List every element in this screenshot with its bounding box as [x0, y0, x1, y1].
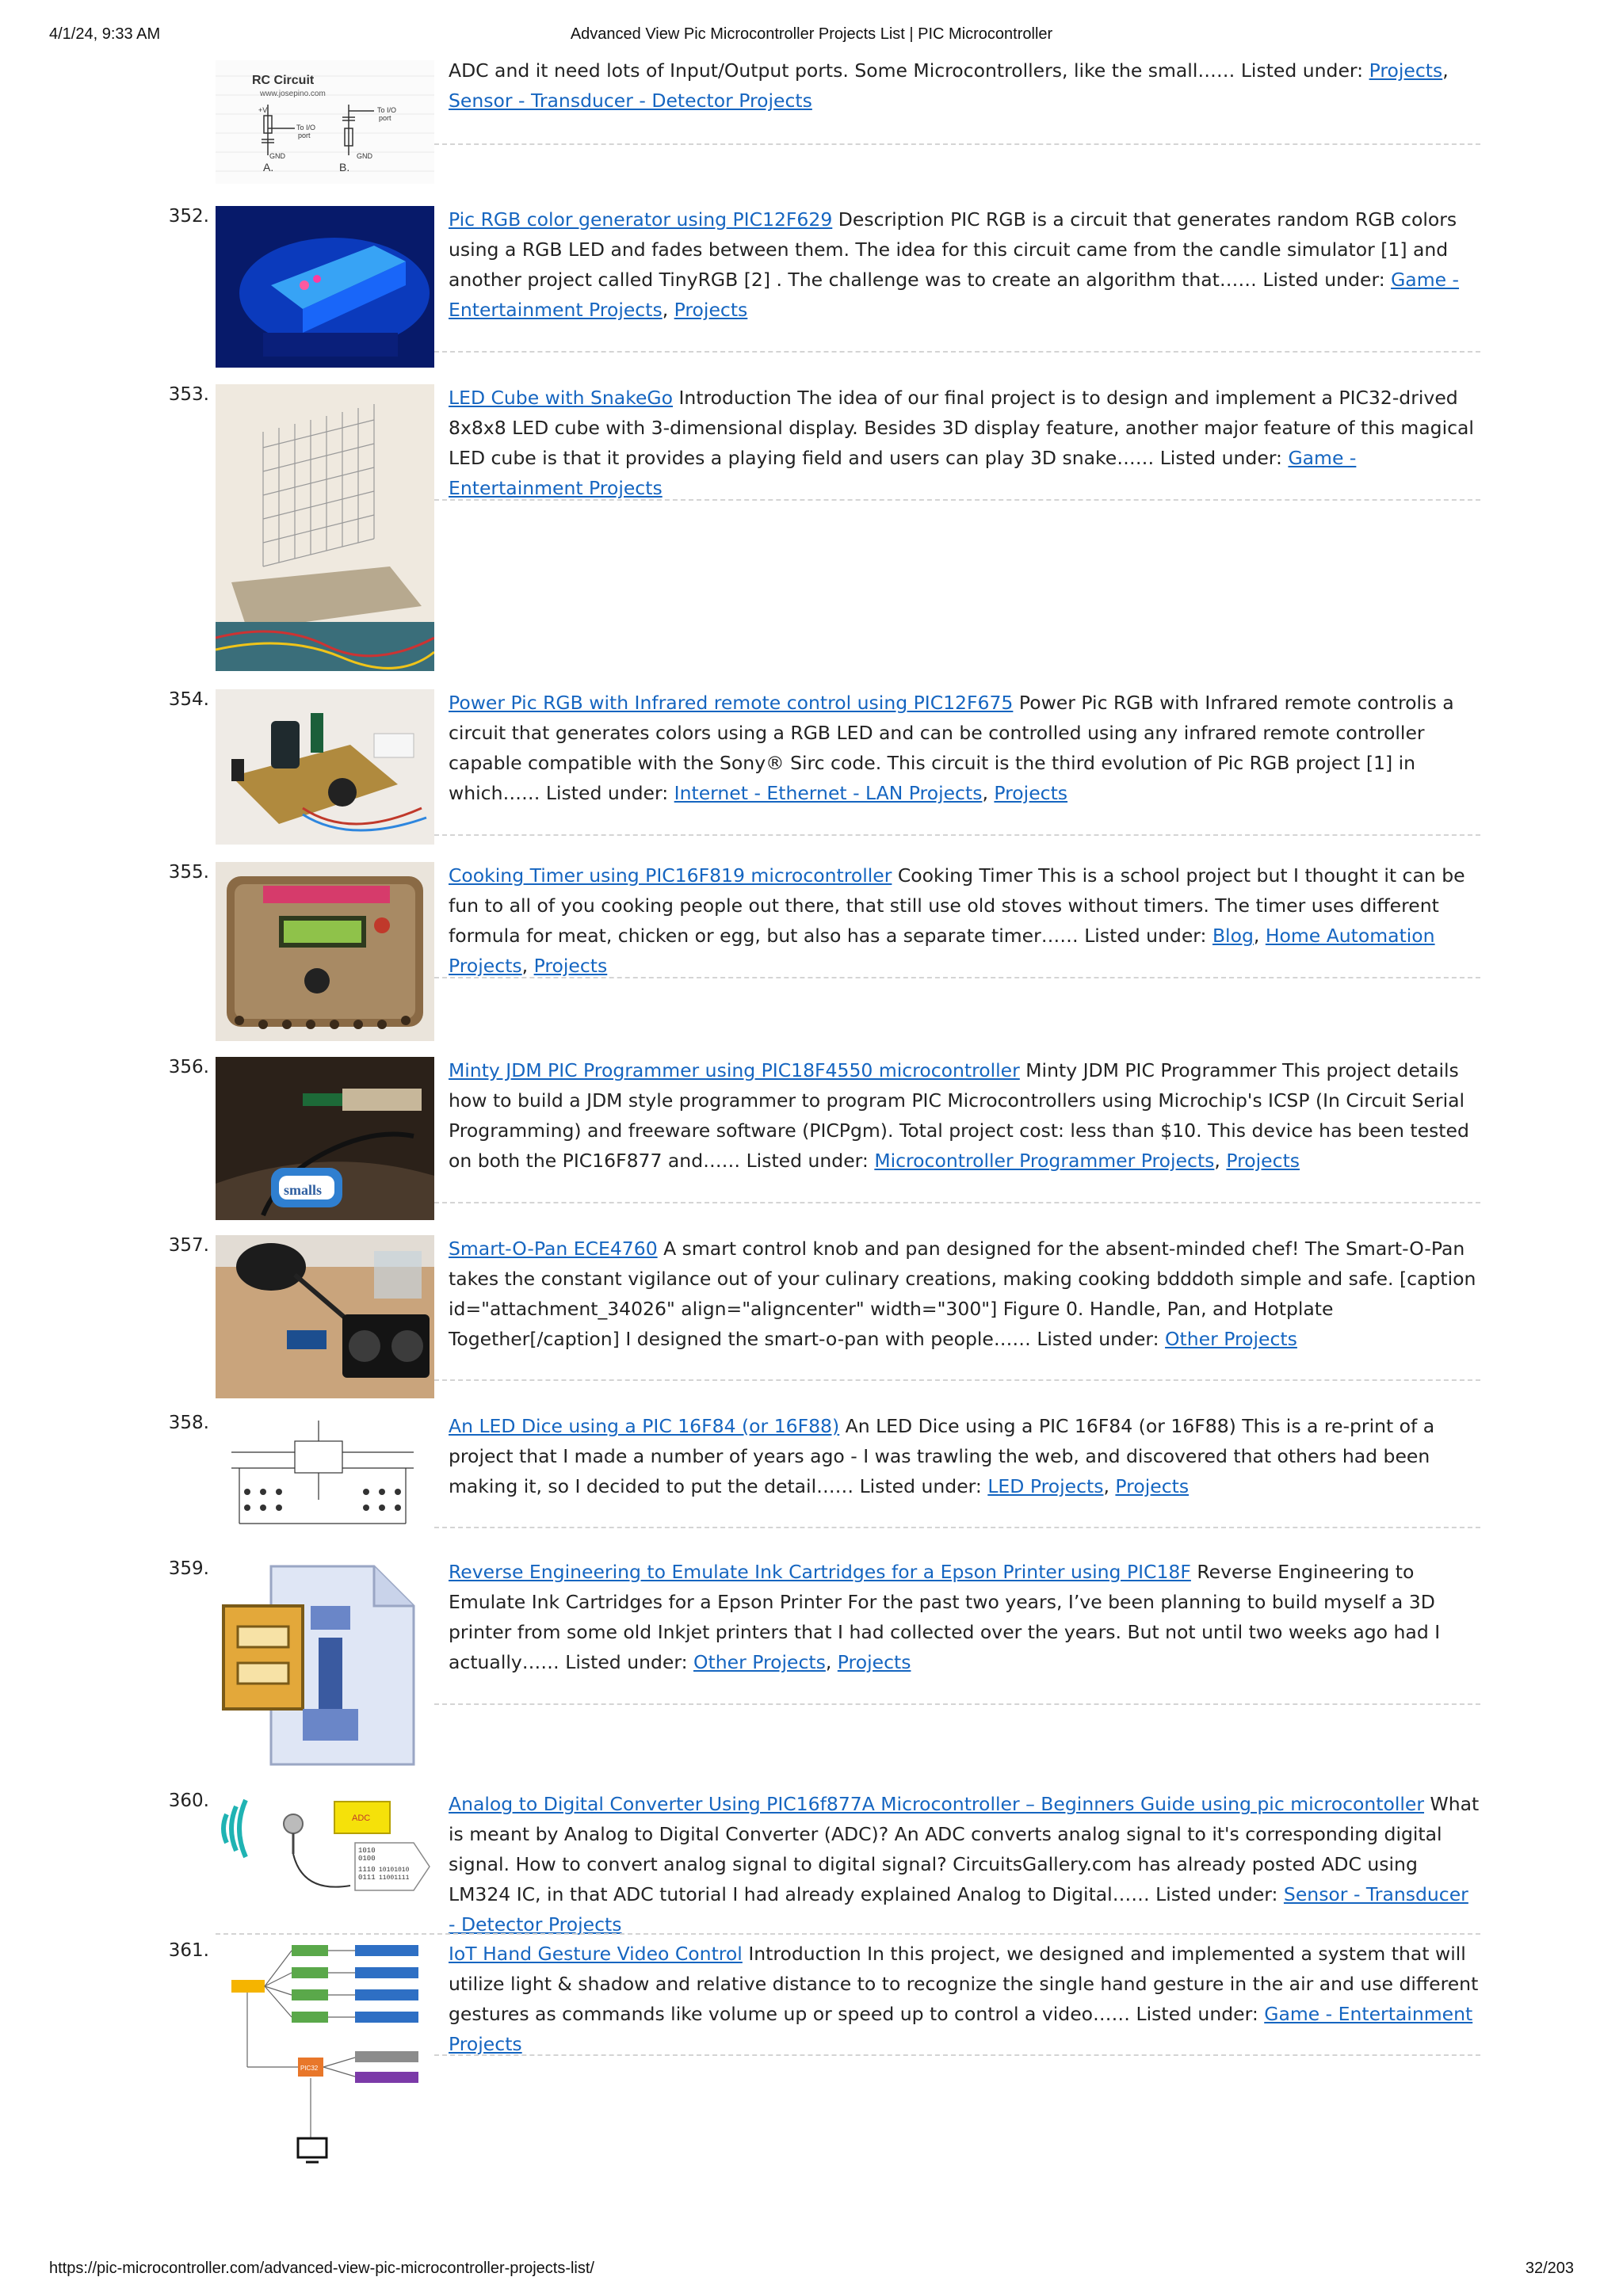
item-number: 353.	[168, 384, 209, 405]
item-number: 357.	[168, 1235, 209, 1256]
adc-bits-4: 0111	[358, 1874, 376, 1882]
item-text	[449, 1234, 1480, 1354]
item-title-link[interactable]: LED Cube with SnakeGo	[449, 387, 674, 409]
item-title-link[interactable]: Power Pic RGB with Infrared remote control using PIC12F675	[449, 692, 1014, 714]
zip-file-icon-thumbnail[interactable]	[216, 1558, 434, 1772]
item-description: Reverse Engineering to Emulate Ink Cartridges for a Epson Printer For the past two years, I’ve been planning to build myself a 3D printer from some old Inkjet printers that I had collected over the years. But not until two weeks ago had I actually…… Listed under:	[449, 1561, 1441, 1673]
separator	[434, 1379, 1480, 1381]
item-description: ADC and it need lots of Input/Output ports. Some Microcontrollers, like the small…… Listed under:	[449, 59, 1369, 82]
item-text	[449, 1789, 1480, 1939]
category-link[interactable]: Sensor - Transducer - Detector Projects	[449, 1883, 1468, 1936]
item-title-link[interactable]: Minty JDM PIC Programmer using PIC18F4550 microcontroller	[449, 1059, 1020, 1081]
rc-label-a: A.	[263, 161, 274, 174]
item-number: 358.	[168, 1413, 209, 1433]
category-link[interactable]: Microcontroller Programmer Projects	[874, 1150, 1215, 1172]
item-text: Minty JDM PIC Programmer using PIC18F4550 microcontroller Minty JDM PIC Programmer This project details how to build a JDM style programmer to program PIC Microcontrollers using Microchip's ICSP (In Circuit Serial Programming) and freeware software (PICPgm). Total project cost: less than $10. This device has been tested on both the PIC16F877 and…… Listed under: Microcontroller Programmer Projects, Projects	[449, 1059, 1469, 1172]
rc-circuit-thumbnail[interactable]	[216, 60, 434, 184]
category-link[interactable]: Blog	[1212, 925, 1254, 947]
item-description: Introduction In this project, we designed and implemented a system that will utilize light & shadow and relative distance to to recognize the single hand gesture in the air and use different gestures as commands like volume up or speed up to control a video…… Listed under:	[449, 1943, 1479, 2025]
category-link[interactable]: Game - Entertainment Projects	[449, 447, 1357, 499]
item-text: Power Pic RGB with Infrared remote control using PIC12F675 Power Pic RGB with Infrared remote controlis a circuit that generates colors using a RGB LED and can be controlled using any infrared remote controller capable compatible with the Sony® Sirc code. This circuit is the third evolution of Pic RGB project [1] in which…… Listed under: Internet - Ethernet - LAN Projects, Projects	[449, 692, 1454, 804]
separator	[434, 1202, 1480, 1203]
category-link[interactable]: Projects	[1369, 59, 1443, 82]
rc-gnd-a: GND	[269, 152, 285, 160]
category-link[interactable]: LED Projects	[987, 1475, 1104, 1497]
adc-bits-6: 11001111	[379, 1875, 410, 1882]
item-title-link[interactable]: IoT Hand Gesture Video Control	[449, 1943, 743, 1965]
item-text: Reverse Engineering to Emulate Ink Cartridges for a Epson Printer using PIC18F Reverse Engineering to Emulate Ink Cartridges for a Epson Printer For the past two years, I’ve been planning to build myself a 3D printer from some old Inkjet printers that I had collected over the years. But not until two weeks ago had I actually…… Listed under: Other Projects, Projects	[449, 1561, 1441, 1673]
rc-toio-a: To I/O	[296, 124, 316, 132]
item-text	[449, 1939, 1480, 2059]
item-number: 355.	[168, 862, 209, 883]
item-description: Minty JDM PIC Programmer This project details how to build a JDM style programmer to program PIC Microcontrollers using Microchip's ICSP (In Circuit Serial Programming) and freeware software (PICPgm). Total project cost: less than $10. This device has been tested on both the PIC16F877 and…… Listed under:	[449, 1059, 1469, 1172]
rc-toio-b: To I/O	[377, 106, 397, 114]
category-link[interactable]: Projects	[994, 782, 1068, 804]
category-link[interactable]: Home Automation Projects	[449, 925, 1435, 977]
adc-label: ADC	[352, 1814, 371, 1823]
item-text	[449, 383, 1480, 503]
category-link[interactable]: Projects	[674, 299, 748, 321]
item-number: 359.	[168, 1558, 209, 1579]
separator	[434, 977, 1480, 978]
separator	[434, 351, 1480, 353]
print-url: https://pic-microcontroller.com/advanced-view-pic-microcontroller-projects-list/	[49, 2260, 594, 2277]
separator	[434, 1527, 1480, 1528]
gesture-block-diagram-thumbnail[interactable]	[216, 1940, 434, 2170]
adc-bits-2: 0100	[358, 1855, 376, 1863]
ir-remote-board-thumbnail[interactable]	[216, 689, 434, 845]
item-number: 352.	[168, 206, 209, 227]
category-link[interactable]: Other Projects	[693, 1651, 826, 1673]
item-description: Power Pic RGB with Infrared remote controlis a circuit that generates colors using a RGB LED and can be controlled using any infrared remote controller capable compatible with the Sony® Sirc code. This circuit is the third evolution of Pic RGB project [1] in which…… Listed under:	[449, 692, 1454, 804]
rc-port-a: port	[298, 132, 311, 139]
item-description: Introduction The idea of our final project is to design and implement a PIC32-drived 8x8x8 LED cube with 3-dimensional display. Besides 3D display feature, another major feature of this magical LED cube is that it provides a playing field and users can play 3D snake…… Listed under:	[449, 387, 1474, 469]
category-link[interactable]: Sensor - Transducer - Detector Projects	[449, 90, 812, 112]
item-description: A smart control knob and pan designed for the absent-minded chef! The Smart-O-Pan takes the constant vigilance out of your culinary creations, making cooking bdddoth simple and safe. [caption id="attachment_34026" align="aligncenter" width="300"] Figure 0. Handle, Pan, and Hotplate Together[/caption] I designed the smart-o-pan with people…… Listed under:	[449, 1238, 1476, 1350]
rc-port-b: port	[379, 114, 391, 122]
rgb-led-thumbnail[interactable]	[216, 206, 434, 368]
category-link[interactable]: Game - Entertainment Projects	[449, 2003, 1473, 2055]
rc-vplus: +V	[258, 106, 268, 114]
print-footer	[49, 2260, 1574, 2283]
cooking-timer-thumbnail[interactable]	[216, 862, 434, 1041]
print-page-title: Advanced View Pic Microcontroller Projects List | PIC Microcontroller	[570, 25, 1053, 43]
item-number: 361.	[168, 1940, 209, 1961]
led-cube-thumbnail[interactable]	[216, 384, 434, 671]
item-title-link[interactable]: An LED Dice using a PIC 16F84 (or 16F88)	[449, 1415, 840, 1437]
item-title-link[interactable]: Reverse Engineering to Emulate Ink Cartridges for a Epson Printer using PIC18F	[449, 1561, 1191, 1583]
category-link[interactable]: Projects	[837, 1651, 911, 1673]
category-link[interactable]: Projects	[1226, 1150, 1300, 1172]
item-description: Description PIC RGB is a circuit that generates random RGB colors using a RGB LED and fades between them. The idea for this circuit came from the candle simulator [1] and another project called TinyRGB [2] . The challenge was to create an algorithm that…… Listed under:	[449, 208, 1457, 291]
rc-label-b: B.	[339, 161, 350, 174]
rc-title: RC Circuit	[252, 74, 315, 87]
item-title-link[interactable]: Cooking Timer using PIC16F819 microcontroller	[449, 864, 892, 887]
item-text: Pic RGB color generator using PIC12F629 Description PIC RGB is a circuit that generates random RGB colors using a RGB LED and fades between them. The idea for this circuit came from the candle simulator [1] and another project called TinyRGB [2] . The challenge was to create an algorithm that…… Listed under: Game - Entertainment Projects, Projects	[449, 208, 1460, 321]
print-datetime: 4/1/24, 9:33 AM	[49, 25, 161, 43]
category-link[interactable]: Projects	[1115, 1475, 1190, 1497]
adc-bits-1: 1010	[358, 1847, 376, 1855]
item-number: 360.	[168, 1791, 209, 1811]
separator	[216, 1933, 1480, 1935]
adc-diagram-thumbnail[interactable]	[216, 1791, 434, 1908]
jdm-programmer-thumbnail[interactable]	[216, 1057, 434, 1220]
category-link[interactable]: Game - Entertainment Projects	[449, 269, 1460, 321]
smalls-label: smalls	[284, 1182, 323, 1198]
item-description: What is meant by Analog to Digital Converter (ADC)? An ADC converts analog signal to it's corresponding digital signal. How to convert analog signal to digital signal? CircuitsGallery.com has already posted ADC using LM324 IC, in that ADC tutorial I had already explained Analog to Digital…… Listed under:	[449, 1793, 1480, 1905]
print-page-number: 32/203	[1525, 2260, 1574, 2277]
item-text: Cooking Timer using PIC16F819 microcontroller Cooking Timer This is a school project but I thought it can be fun to all of you cooking people out there, that still use old stoves without timers. The timer uses different formula for meat, chicken or egg, but also has a separate timer…… Listed under: Blog, Home Automation Projects, Projects	[449, 864, 1465, 977]
category-link[interactable]: Other Projects	[1165, 1328, 1297, 1350]
print-header	[49, 25, 1574, 49]
smart-pan-thumbnail[interactable]	[216, 1235, 434, 1398]
adc-bits-3: 1110	[358, 1866, 376, 1874]
separator	[434, 834, 1480, 836]
item-number: 356.	[168, 1057, 209, 1077]
item-title-link[interactable]: Analog to Digital Converter Using PIC16f877A Microcontroller – Beginners Guide using pic microcontoller	[449, 1793, 1425, 1815]
separator	[434, 499, 1480, 501]
rc-gnd-b: GND	[357, 152, 372, 160]
category-link[interactable]: Projects	[533, 955, 608, 977]
pic32-label: PIC32	[300, 2065, 319, 2072]
item-description: Cooking Timer This is a school project but I thought it can be fun to all of you cooking people out there, that still use old stoves without timers. The timer uses different formula for meat, chicken or egg, but also has a separate timer…… Listed under:	[449, 864, 1465, 947]
item-text: An LED Dice using a PIC 16F84 (or 16F88) An LED Dice using a PIC 16F84 (or 16F88) This is a re-print of a project that I made a number of years ago - I was trawling the web, and discovered that others had been making it, so I decided to put the detail…… Listed under: LED Projects, Projects	[449, 1415, 1435, 1497]
rc-site: www.josepino.com	[260, 90, 326, 98]
category-link[interactable]: Internet - Ethernet - LAN Projects	[674, 782, 983, 804]
item-title-link[interactable]: Pic RGB color generator using PIC12F629	[449, 208, 833, 231]
adc-bits-5: 10101010	[379, 1867, 410, 1874]
item-title-link[interactable]: Smart-O-Pan ECE4760	[449, 1238, 658, 1260]
led-dice-schematic-thumbnail[interactable]	[216, 1413, 434, 1538]
item-number: 354.	[168, 689, 209, 710]
item-description: An LED Dice using a PIC 16F84 (or 16F88) This is a re-print of a project that I made a number of years ago - I was trawling the web, and discovered that others had been making it, so I decided to put the detail…… Listed under:	[449, 1415, 1435, 1497]
item-text: ADC and it need lots of Input/Output ports. Some Microcontrollers, like the small…… Listed under: Projects, Sensor - Transducer - Detector Projects	[449, 59, 1449, 112]
separator	[434, 2054, 1480, 2056]
separator	[434, 1703, 1480, 1705]
separator	[434, 143, 1480, 145]
